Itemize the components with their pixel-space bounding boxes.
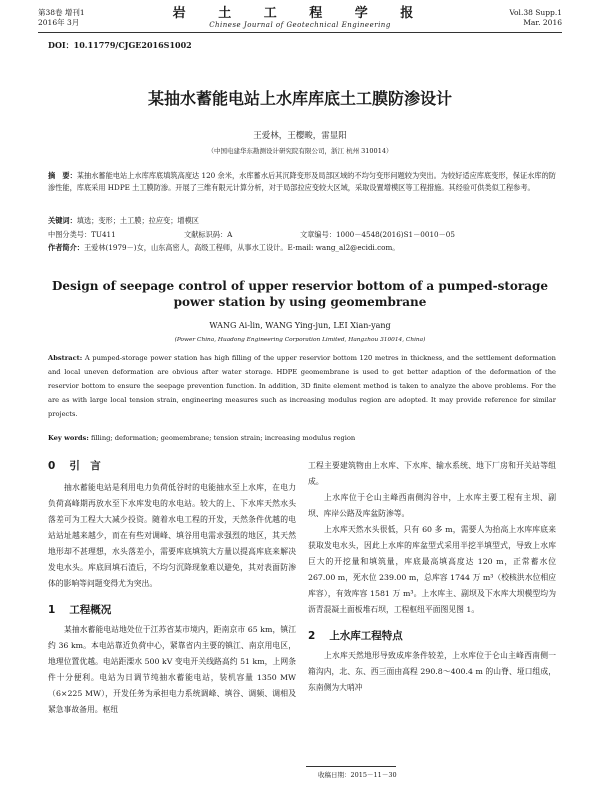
title-en-line-1: Design of seepage control of upper reservior bottom of a pumped-storage [51,279,548,293]
paper-title-en [0,278,600,310]
affiliation-cn: （中国电建华东勘测设计研究院有限公司，浙江 杭州 310014） [207,147,393,155]
paragraph-intro: 抽水蓄能电站是利用电力负荷低谷时的电能抽水至上水库，在电力负荷高峰期再放水至下水库发电的水电站。较大的上、下水库天然水头落差可为工程大大减少投资。随着水电工程的开发，天然条件优越的电站站址越来越少，而在有些对调峰、填谷用电需求强烈的地区，其天然地形却不甚理想，水头落差小，需要库底填筑大方量以提高库底来解决发电水头。库底回填石渣后，不均匀沉降现象难以避免，其对表面防渗体的影响等问题变得尤为突出。 [48,483,296,588]
running-header [38,8,562,33]
paper-title-cn: 某抽水蓄能电站上水库库底土工膜防渗设计 [147,89,452,108]
body-column-right [308,458,556,696]
abstract-cn-text: 某抽水蓄能电站上水库库底填筑高度达 120 余米，水库蓄水后其沉降变形及局部区域的不均匀变形问题较为突出。为较好适应库底变形，保证水库的防渗性能，库底采用 HDPE 土工膜防渗。开展了三维有限元计算分析，对于局部拉应变较大区域，采取设置增模区等工程措施。其经验可供类似工程参考。 [48,171,556,192]
footnote-rule [306,766,396,767]
author-bio [48,243,556,253]
journal-name-en: Chinese Journal of Geotechnical Engineering [209,21,391,29]
journal-name-cn: 岩 土 工 程 学 报 [172,6,428,21]
affiliation-en: (Power China, Huadong Engineering Corporation Limited, Hangzhou 310014, China) [174,337,426,343]
abstract-en-text: A pumped-storage power station has high filling of the upper reservior bottom 120 metres in thickness, and the settlement deformation and local uneven deformation are obvious after water storage. HDPE geomembrane is used to get better adaption of the deformation of the reservior bottom to ensure the seepage prevention function. In addition, 3D finite element method is taken to analyze the above problems. For the are as with large local tension strain, engineering measures such as increasing modulus region are adopted. It may provide reference for similar projects. [48,354,556,418]
keywords-en [48,434,556,442]
paragraph-overview-1: 某抽水蓄能电站地处位于江苏省某市境内，距南京市 65 km，镇江约 36 km。本电站靠近负荷中心，紧靠省内主要的镇江、南京用电区，地理位置优越。电站距溧水 500 kV 变电开关线路高约 51 km，上网条件十分便利。电站为日调节纯抽水蓄能电站，装机容量 1350 MW（6×225 MW），开发任务为承担电力系统调峰、填谷、调频、调相及紧急事故备用。枢纽 [48,625,296,714]
document-code: 文献标识码：A [184,230,233,239]
keywords-en-label: Key words: [48,434,89,442]
section-heading-overview: 1 工程概况 [48,604,112,616]
paragraph-features-1: 上水库天然地形导致成库条件较差，上水库位于仑山主峰西南侧一箱沟内，北、东、西三面由高程 290.8～400.4 m 的山脊、垭口组成，东南侧为大哨冲 [308,651,556,692]
section-heading-features: 2 上水库工程特点 [308,630,403,642]
abstract-en [48,351,556,421]
body-column-left [48,458,296,718]
clc-number: 中图分类号：TU411 [48,230,116,239]
authors-cn: 王爱林，王樱畯，雷显阳 [253,131,347,141]
date-cn: 2016年 3月 [38,18,80,27]
keywords-cn-label: 关键词： [48,216,77,225]
keywords-cn-text: 填选；变形；土工膜；拉应变；增模区 [76,216,199,225]
title-en-line-2: power station by using geomembrane [173,295,427,309]
received-date: 收稿日期：2015－11－30 [318,771,397,779]
volume-cn: 第38卷 增刊1 [38,8,85,17]
paragraph-overview-4: 上水库天然水头很低，只有 60 多 m，需要人为抬高上水库库底来获取发电水头，因此上水库的库盆型式采用半挖半填型式，导致上水库巨大的开挖量和填筑量，库底最高填高度达 120 m，正常蓄水位 267.00 m，死水位 239.00 m，总库容 1744 万 m³（校核洪水位相应库容），有效库容 1581 万 m³。上水库主、副坝及下水库大坝模型均为沥青混凝土面板堆石坝，工程枢纽平面图见图 1。 [308,525,556,614]
author-bio-text: 王爱林(1979－)女，山东高密人，高级工程师，从事水工设计。E-mail: wang_al2@ecidi.com。 [83,243,400,252]
header-center [168,8,432,30]
authors-en: WANG Ai-lin, WANG Ying-jun, LEI Xian-yang [209,321,391,330]
article-number: 文章编号：1000－4548(2016)S1－0010－05 [300,230,455,239]
header-right [509,8,562,28]
author-bio-label: 作者简介： [48,243,84,252]
header-left [38,8,85,28]
date-en: Mar. 2016 [523,18,562,27]
paragraph-overview-2: 工程主要建筑物由上水库、下水库、输水系统、地下厂房和开关站等组成。 [308,461,556,486]
doi: DOI：10.11779/CJGE2016S1002 [48,40,192,50]
keywords-en-text: filling; deformation; geomembrane; tension strain; increasing modulus region [90,434,356,442]
keywords-cn [48,216,556,226]
section-heading-intro: 0 引 言 [48,460,101,472]
volume-en: Vol.38 Supp.1 [509,8,562,17]
abstract-en-label: Abstract: [48,354,83,362]
abstract-cn [48,170,556,193]
abstract-cn-label: 摘 要： [48,171,77,180]
paragraph-overview-3: 上水库位于仑山主峰西南侧沟谷中，上水库主要工程有主坝、副坝、库岸公路及库盆防渗等。 [308,493,556,518]
